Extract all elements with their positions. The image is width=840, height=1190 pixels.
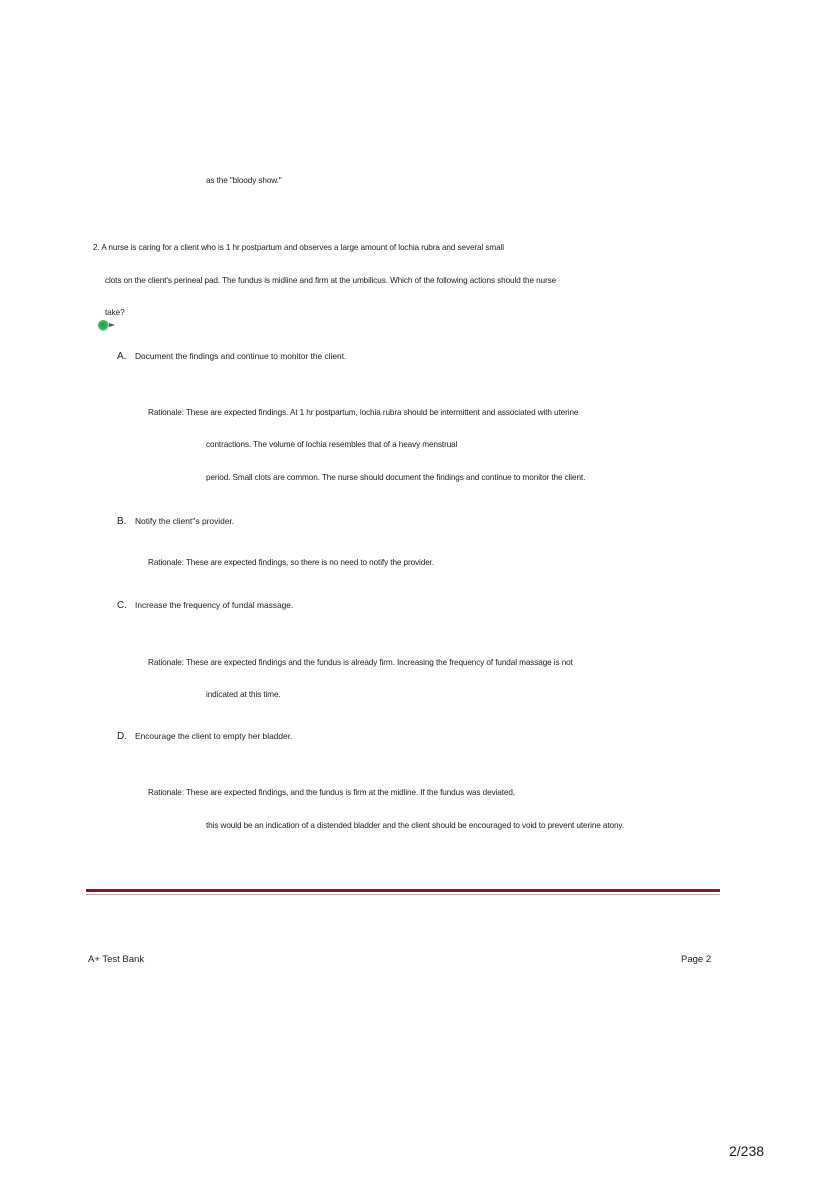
option-letter: D. xyxy=(117,731,127,742)
question-stem-line-3: take? xyxy=(105,308,125,317)
option-c[interactable] xyxy=(117,600,293,611)
option-text: Document the findings and continue to monitor the client. xyxy=(135,351,347,361)
option-d[interactable] xyxy=(117,731,292,742)
rationale-d-line-1: Rationale: These are expected findings, and the fundus is firm at the midline. If the fundus was deviated, xyxy=(148,788,516,797)
rationale-a-line-2: contractions. The volume of lochia resembles that of a heavy menstrual xyxy=(206,440,458,449)
option-letter: C. xyxy=(117,600,127,611)
footer-rule-light xyxy=(86,894,720,895)
footer-page-label: Page 2 xyxy=(681,954,712,965)
option-text: Encourage the client to empty her bladder. xyxy=(135,731,293,741)
option-b[interactable] xyxy=(117,516,234,527)
page-counter: 2/238 xyxy=(729,1143,765,1159)
option-text: Notify the client''s provider. xyxy=(135,516,235,526)
rationale-c-line-2: indicated at this time. xyxy=(206,690,281,699)
question-stem-line-1: 2. A nurse is caring for a client who is 1 hr postpartum and observes a large amount of lochia rubra and several small xyxy=(93,243,504,252)
footer-left: A+ Test Bank xyxy=(88,954,145,965)
rationale-c-line-1: Rationale: These are expected findings and the fundus is already firm. Increasing the frequency of fundal massage is not xyxy=(148,658,573,667)
footer-rule-dark xyxy=(86,889,720,892)
option-a[interactable] xyxy=(117,351,346,362)
pointer-icon xyxy=(109,323,115,327)
option-letter: A. xyxy=(117,351,127,362)
rationale-a-line-3: period. Small clots are common. The nurse should document the findings and continue to monitor the client. xyxy=(206,473,586,482)
cursor-highlight-icon xyxy=(98,320,109,331)
rationale-b-line-1: Rationale: These are expected findings, so there is no need to notify the provider. xyxy=(148,558,435,567)
question-stem-line-2: clots on the client's perineal pad. The fundus is midline and firm at the umbilicus. Which of the following actions should the nurse xyxy=(105,276,557,285)
option-letter: B. xyxy=(117,516,127,527)
option-text: Increase the frequency of fundal massage. xyxy=(135,600,294,610)
rationale-a-line-1: Rationale: These are expected findings. At 1 hr postpartum, lochia rubra should be intermittent and associated with uterine xyxy=(148,408,579,417)
previous-text: as the "bloody show." xyxy=(206,176,282,185)
rationale-d-line-2: this would be an indication of a distended bladder and the client should be encouraged to void to prevent uterine atony. xyxy=(206,821,624,830)
